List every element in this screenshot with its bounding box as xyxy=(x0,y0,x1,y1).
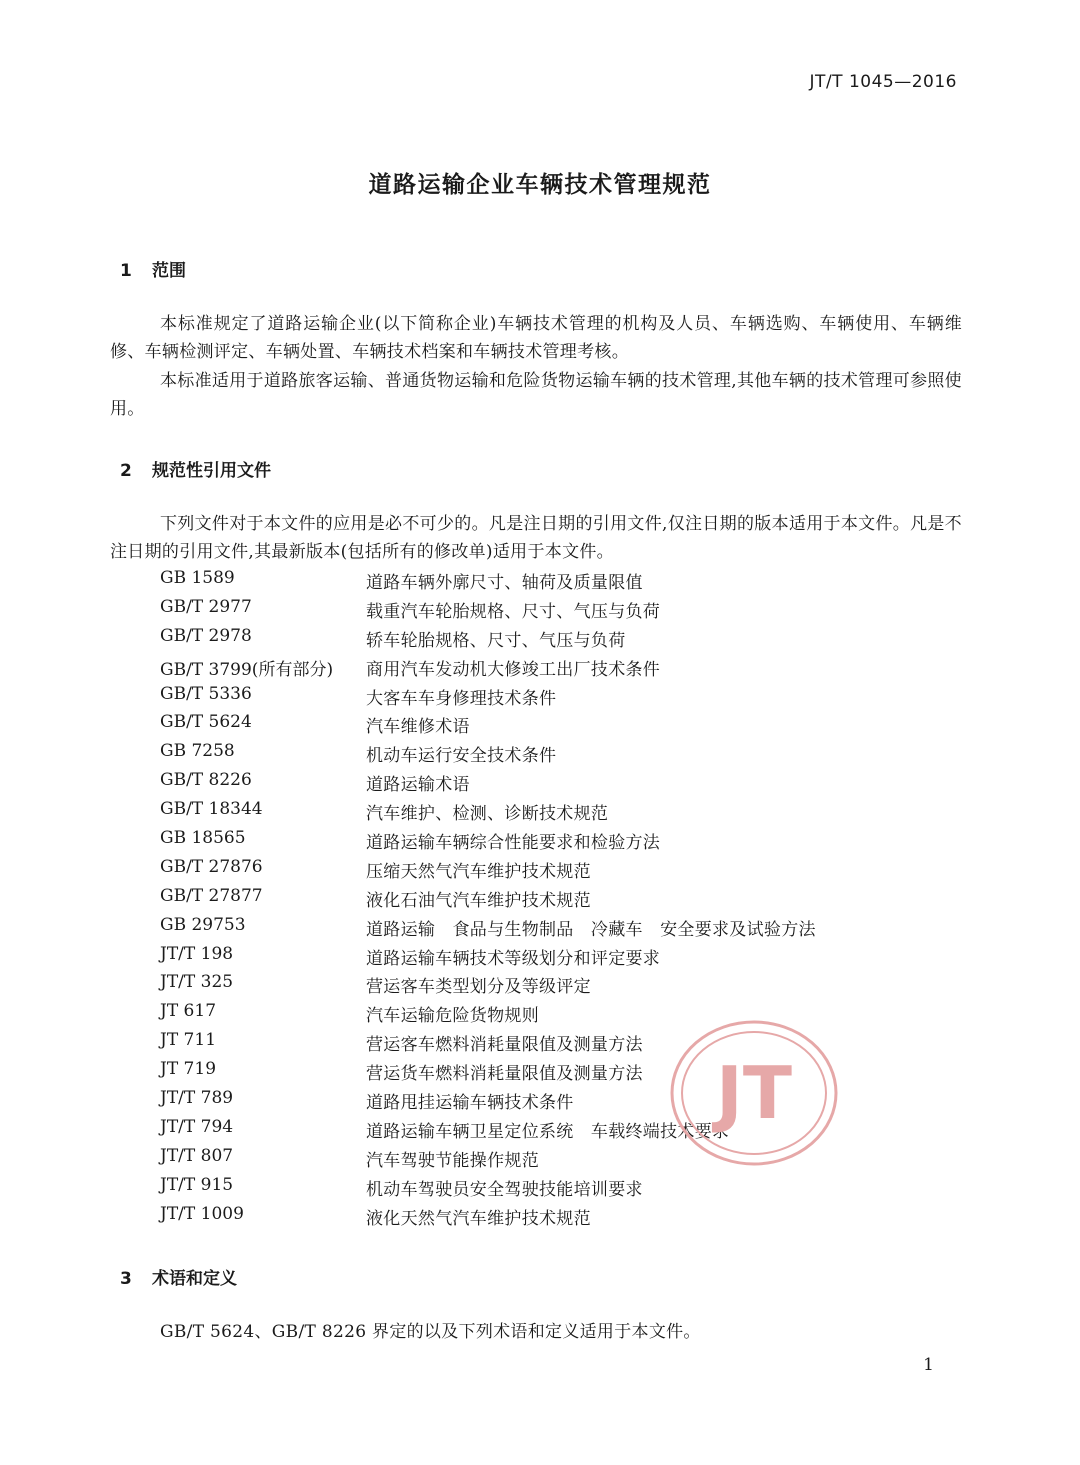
reference-code: GB/T 8226 xyxy=(160,770,252,791)
section-title: 术语和定义 xyxy=(152,1269,237,1289)
stamp-text: JT xyxy=(716,1051,792,1135)
reference-title: 营运客车燃料消耗量限值及测量方法 xyxy=(366,1035,643,1056)
reference-title: 汽车维护、检测、诊断技术规范 xyxy=(366,804,609,825)
document-title: 道路运输企业车辆技术管理规范 xyxy=(368,172,712,198)
reference-title: 营运客车类型划分及等级评定 xyxy=(366,977,591,998)
reference-code: JT/T 807 xyxy=(160,1145,234,1166)
reference-title: 道路运输 食品与生物制品 冷藏车 安全要求及试验方法 xyxy=(366,919,816,940)
reference-code: GB 18565 xyxy=(160,828,246,849)
reference-code: JT 719 xyxy=(160,1059,217,1080)
section-number: 2 xyxy=(120,461,132,481)
reference-code: GB/T 5336 xyxy=(160,683,252,704)
reference-title: 液化天然气汽车维护技术规范 xyxy=(366,1208,591,1229)
terms-intro-paragraph: GB/T 5624、GB/T 8226 界定的以及下列术语和定义适用于本文件。 xyxy=(160,1322,701,1342)
reference-code: GB/T 2977 xyxy=(160,596,252,617)
reference-title: 道路甩挂运输车辆技术条件 xyxy=(366,1093,574,1114)
scope-paragraph-1: 本标准规定了道路运输企业(以下简称企业)车辆技术管理的机构及人员、车辆选购、车辆使用、车辆维修、车辆检测评定、车辆处置、车辆技术档案和车辆技术管理考核。 xyxy=(110,314,962,362)
reference-code: JT/T 1009 xyxy=(160,1203,244,1224)
reference-title: 机动车运行安全技术条件 xyxy=(366,746,557,767)
section-title: 规范性引用文件 xyxy=(152,461,271,481)
reference-title: 大客车车身修理技术条件 xyxy=(366,688,557,709)
section-number: 1 xyxy=(120,261,132,281)
reference-title: 道路运输车辆卫星定位系统 车载终端技术要求 xyxy=(366,1121,730,1142)
reference-title: 营运货车燃料消耗量限值及测量方法 xyxy=(366,1064,643,1085)
reference-code: GB/T 5624 xyxy=(160,712,252,733)
reference-code: JT/T 325 xyxy=(160,972,234,993)
reference-title: 道路运输术语 xyxy=(366,775,470,796)
reference-code: JT/T 198 xyxy=(160,943,234,964)
section-number: 3 xyxy=(120,1269,132,1289)
reference-title: 轿车轮胎规格、尺寸、气压与负荷 xyxy=(366,630,626,651)
section-title: 范围 xyxy=(152,261,186,281)
section-heading-scope xyxy=(120,256,186,281)
reference-code: GB/T 2978 xyxy=(160,625,252,646)
reference-code: JT/T 915 xyxy=(160,1174,234,1195)
section-heading-references xyxy=(120,456,271,481)
references-intro-paragraph: 下列文件对于本文件的应用是必不可少的。凡是注日期的引用文件,仅注日期的版本适用于本文件。凡是不注日期的引用文件,其最新版本(包括所有的修改单)适用于本文件。 xyxy=(110,514,962,562)
reference-title: 商用汽车发动机大修竣工出厂技术条件 xyxy=(366,659,661,680)
reference-code: JT/T 789 xyxy=(160,1088,234,1109)
reference-code: GB/T 18344 xyxy=(160,799,263,820)
reference-code: GB/T 27877 xyxy=(160,885,263,906)
page-number: 1 xyxy=(923,1355,934,1375)
reference-title: 汽车维修术语 xyxy=(366,717,470,738)
reference-title: 机动车驾驶员安全驾驶技能培训要求 xyxy=(366,1179,643,1200)
section-heading-terms xyxy=(120,1264,237,1289)
scope-paragraph-2: 本标准适用于道路旅客运输、普通货物运输和危险货物运输车辆的技术管理,其他车辆的技术管理可参照使用。 xyxy=(110,371,962,419)
jt-watermark-stamp xyxy=(668,1018,840,1168)
reference-code: GB/T 3799(所有部分) xyxy=(160,659,334,680)
reference-title: 道路运输车辆综合性能要求和检验方法 xyxy=(366,833,661,854)
reference-code: JT 711 xyxy=(160,1030,217,1051)
reference-title: 液化石油气汽车维护技术规范 xyxy=(366,890,591,911)
reference-code: GB 7258 xyxy=(160,741,235,762)
standard-code-header: JT/T 1045—2016 xyxy=(809,72,957,92)
reference-title: 压缩天然气汽车维护技术规范 xyxy=(366,861,591,882)
reference-title: 载重汽车轮胎规格、尺寸、气压与负荷 xyxy=(366,601,661,622)
reference-code: JT/T 794 xyxy=(160,1116,234,1137)
reference-title: 汽车驾驶节能操作规范 xyxy=(366,1150,539,1171)
reference-title: 道路运输车辆技术等级划分和评定要求 xyxy=(366,948,661,969)
reference-title: 道路车辆外廓尺寸、轴荷及质量限值 xyxy=(366,573,643,593)
reference-code: GB 29753 xyxy=(160,914,246,935)
reference-code: JT 617 xyxy=(160,1001,217,1022)
reference-code: GB 1589 xyxy=(160,568,235,588)
reference-code: GB/T 27876 xyxy=(160,856,263,877)
reference-title: 汽车运输危险货物规则 xyxy=(366,1006,539,1027)
